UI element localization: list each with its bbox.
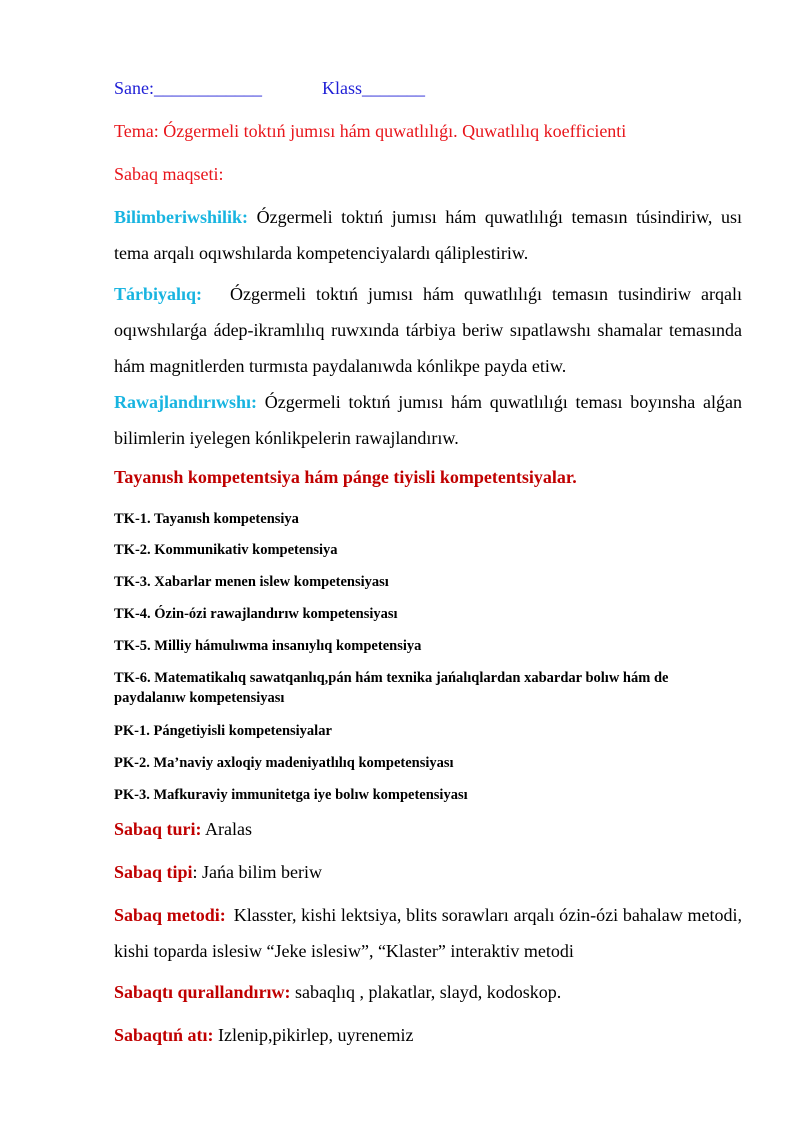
competency-item: TK-1. Tayanısh kompetensiya — [114, 511, 299, 527]
goal-text: Ózgermeli toktıń jumısı hám quwatlılıǵı teması boyınsha alǵan bilimlerin iyelegen kónlikpelerin rawajlandırıw. — [114, 392, 743, 448]
detail-label: Sabaq metodi: — [114, 905, 226, 925]
detail-label: Sabaqtıń atı: — [114, 1025, 214, 1045]
detail-text: sabaqlıq , plakatlar, slayd, kodoskop. — [295, 982, 562, 1002]
lesson-type — [114, 811, 742, 847]
detail-text: : Jańa bilim beriw — [192, 862, 323, 882]
detail-label: Sabaqtı qurallandırıw: — [114, 982, 291, 1002]
competency-heading: Tayanısh kompetentsiya hám pánge tiyisli kompetentsiyalar. — [114, 467, 577, 487]
lesson-equipment — [114, 974, 742, 1010]
competency-item: TK-4. Ózin-ózi rawajlandırıw kompetensiyası — [114, 606, 398, 622]
competency-item: PK-1. Pángetiyisli kompetensiyalar — [114, 723, 332, 739]
goal-label: Bilimberiwshilik: — [114, 207, 249, 227]
competency-item: TK-2. Kommunikativ kompetensiya — [114, 542, 338, 558]
detail-text: Klasster, kishi lektsiya, blits sorawları arqalı ózin-ózi bahalaw metodi, kishi toparda islesiw “Jeke islesiw”, “Klaster” interaktiv metodi — [114, 905, 742, 961]
goal-label: Tárbiyalıq: — [114, 284, 203, 304]
lesson-goals-heading: Sabaq maqseti: — [114, 164, 224, 184]
goal-label: Rawajlandırıwshı: — [114, 392, 258, 412]
goal-text: Ózgermeli toktıń jumısı hám quwatlılıǵı temasın tusindiriw arqalı oqıwshılarǵa ádep-ikramlılıq ruwxında tárbiya beriw sıpatlawshı shamalar temasında hám magnitlerden turmısta paydalanıwda kónlikpe payda etiw. — [114, 284, 742, 376]
competency-item: PK-2. Ma’naviy axloqiy madeniyatlılıq kompetensiyası — [114, 755, 454, 771]
goal-developmental — [114, 384, 742, 456]
goal-educational — [114, 199, 742, 271]
sane-field: Sane:____________ — [114, 78, 262, 98]
detail-text: Izlenip,pikirlep, uyrenemiz — [218, 1025, 414, 1045]
lesson-motto — [114, 1017, 742, 1053]
competency-item: TK-6. Matematikalıq sawatqanlıq,pán hám texnika jańalıqlardan xabardar bolıw hám de paydalanıw kompetensiyası — [114, 670, 669, 706]
detail-text: Aralas — [205, 819, 253, 839]
header-line — [114, 70, 742, 106]
lesson-kind — [114, 854, 742, 890]
competency-item: PK-3. Mafkuraviy immunitetga iye bolıw kompetensiyası — [114, 787, 468, 803]
klass-field: Klass_______ — [322, 78, 425, 98]
detail-label: Sabaq tipi — [114, 862, 193, 882]
detail-label: Sabaq turi: — [114, 819, 202, 839]
goal-text: Ózgermeli toktıń jumısı hám quwatlılıǵı temasın túsindiriw, usı tema arqalı oqıwshılarda kompetenciyalardı qáliplestiriw. — [114, 207, 742, 263]
lesson-topic: Tema: Ózgermeli toktıń jumısı hám quwatlılıǵı. Quwatlılıq koefficienti — [114, 121, 627, 141]
lesson-method — [114, 897, 742, 969]
competency-item: TK-5. Milliy hámulıwma insanıylıq kompetensiya — [114, 638, 422, 654]
goal-upbringing — [114, 276, 742, 384]
competency-item: TK-3. Xabarlar menen islew kompetensiyası — [114, 574, 389, 590]
